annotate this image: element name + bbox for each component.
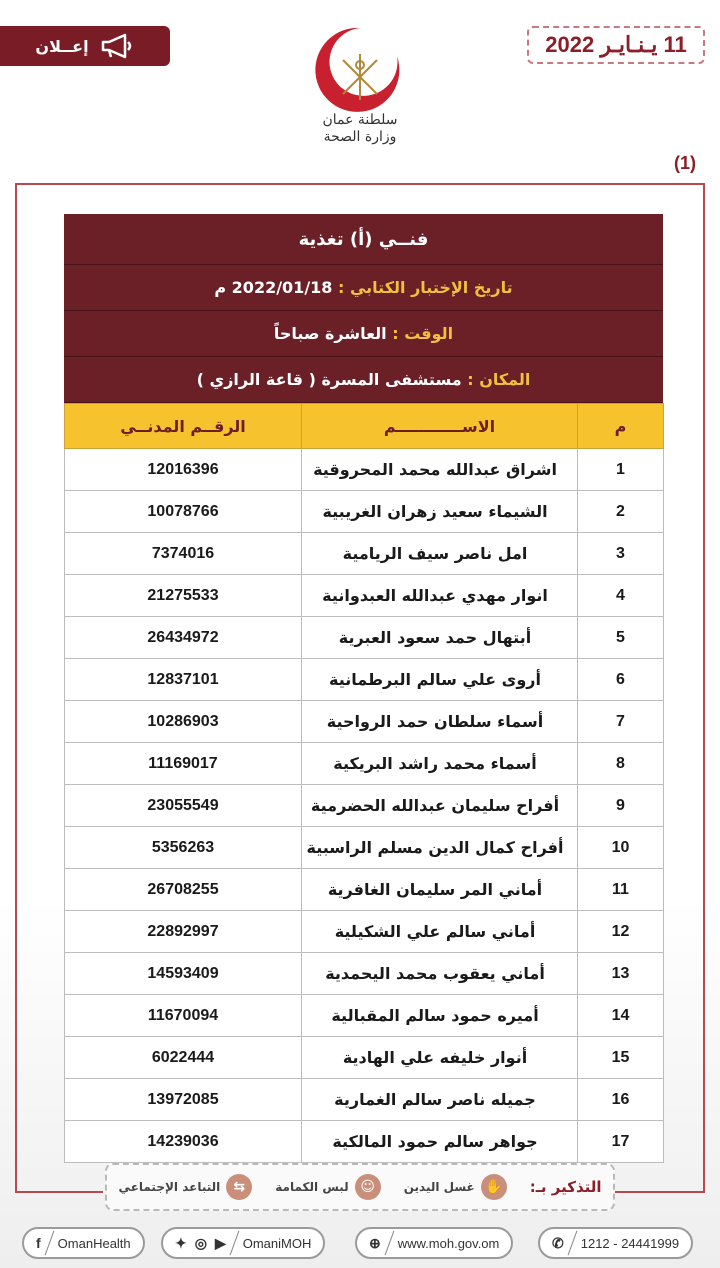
table-row bbox=[65, 533, 664, 575]
announcement-label: إعــلان bbox=[35, 36, 89, 56]
phone-icon: ✆ bbox=[552, 1234, 564, 1251]
row-name: أماني سالم علي الشكيلية bbox=[302, 911, 578, 953]
reminder-item-handwash bbox=[404, 1174, 507, 1200]
exam-place-value: مستشفى المسرة ( قاعة الرازي ) bbox=[196, 370, 462, 389]
pill-separator bbox=[44, 1231, 54, 1256]
table-row bbox=[65, 869, 664, 911]
row-civil-id: 13972085 bbox=[65, 1079, 302, 1121]
row-name: امل ناصر سيف الريامية bbox=[302, 533, 578, 575]
social-handle: OmaniMOH bbox=[242, 1235, 312, 1251]
row-number: 2 bbox=[578, 491, 664, 533]
table-row bbox=[65, 1079, 664, 1121]
announcement-date: 11 يـنـايـر 2022 bbox=[527, 26, 705, 64]
table-header-row bbox=[65, 404, 664, 449]
candidates-table bbox=[64, 403, 664, 1163]
row-civil-id: 26708255 bbox=[65, 869, 302, 911]
row-number: 6 bbox=[578, 659, 664, 701]
table-row bbox=[65, 701, 664, 743]
table-row bbox=[65, 659, 664, 701]
row-number: 8 bbox=[578, 743, 664, 785]
facebook-icon: f bbox=[36, 1235, 41, 1251]
megaphone-icon bbox=[99, 33, 135, 59]
reminder-item-mask bbox=[275, 1174, 380, 1200]
row-name: أروى علي سالم البرطمانية bbox=[302, 659, 578, 701]
row-name: انوار مهدي عبدالله العبدوانية bbox=[302, 575, 578, 617]
reminder-text-distancing: التباعد الإجتماعي bbox=[118, 1180, 221, 1194]
row-civil-id: 6022444 bbox=[65, 1037, 302, 1079]
row-number: 3 bbox=[578, 533, 664, 575]
reminder-bar bbox=[105, 1163, 615, 1211]
exam-date-label: تاريخ الإختبار الكتابي : bbox=[338, 278, 513, 297]
table-row bbox=[65, 491, 664, 533]
row-name: أنوار خليفه علي الهادية bbox=[302, 1037, 578, 1079]
table-row bbox=[65, 1037, 664, 1079]
table-row bbox=[65, 827, 664, 869]
row-civil-id: 14239036 bbox=[65, 1121, 302, 1163]
row-number: 13 bbox=[578, 953, 664, 995]
row-number: 9 bbox=[578, 785, 664, 827]
row-civil-id: 12016396 bbox=[65, 449, 302, 491]
reminder-text-mask: لبس الكمامة bbox=[275, 1180, 349, 1194]
exam-time-value: العاشرة صباحاً bbox=[273, 324, 387, 343]
row-name: أفراح كمال الدين مسلم الراسبية bbox=[302, 827, 578, 869]
row-civil-id: 11670094 bbox=[65, 995, 302, 1037]
row-civil-id: 7374016 bbox=[65, 533, 302, 575]
row-number: 12 bbox=[578, 911, 664, 953]
column-header-name: الاســــــــــــم bbox=[302, 404, 578, 449]
row-name: أميره حمود سالم المقبالية bbox=[302, 995, 578, 1037]
row-civil-id: 26434972 bbox=[65, 617, 302, 659]
exam-sheet bbox=[64, 214, 663, 1163]
row-civil-id: 10078766 bbox=[65, 491, 302, 533]
table-row bbox=[65, 575, 664, 617]
row-number: 15 bbox=[578, 1037, 664, 1079]
row-number: 4 bbox=[578, 575, 664, 617]
row-civil-id: 22892997 bbox=[65, 911, 302, 953]
ministry-name-line2: وزارة الصحة bbox=[323, 129, 397, 145]
instagram-icon: ◎ bbox=[194, 1234, 207, 1251]
facebook-handle: OmanHealth bbox=[57, 1235, 131, 1251]
table-row bbox=[65, 617, 664, 659]
reminder-label: التذكير بـ: bbox=[529, 1178, 602, 1196]
pill-separator bbox=[567, 1231, 577, 1256]
exam-date-value: 2022/01/18 م bbox=[214, 278, 333, 297]
row-name: الشيماء سعيد زهران الغريبية bbox=[302, 491, 578, 533]
table-row bbox=[65, 743, 664, 785]
row-name: أماني يعقوب محمد اليحمدية bbox=[302, 953, 578, 995]
row-name: أسماء سلطان حمد الرواحية bbox=[302, 701, 578, 743]
exam-date-row bbox=[64, 265, 663, 311]
row-name: أماني المر سليمان الغافرية bbox=[302, 869, 578, 911]
row-name: أبتهال حمد سعود العبرية bbox=[302, 617, 578, 659]
table-row bbox=[65, 911, 664, 953]
exam-time-label: الوقت : bbox=[392, 324, 454, 343]
exam-title: فنــي (أ) تغذية bbox=[64, 214, 663, 265]
row-name: اشراق عبدالله محمد المحروقية bbox=[302, 449, 578, 491]
row-number: 11 bbox=[578, 869, 664, 911]
frame-line-bottom-right bbox=[615, 1191, 705, 1193]
phone-pill[interactable] bbox=[538, 1227, 693, 1259]
row-number: 16 bbox=[578, 1079, 664, 1121]
ministry-name-line1: سلطنة عمان bbox=[322, 112, 398, 128]
row-civil-id: 12837101 bbox=[65, 659, 302, 701]
face-mask-icon: ☺ bbox=[355, 1174, 381, 1200]
reminder-text-handwash: غسل اليدين bbox=[403, 1180, 475, 1194]
youtube-icon: ▶ bbox=[214, 1234, 226, 1251]
table-row bbox=[65, 953, 664, 995]
row-number: 17 bbox=[578, 1121, 664, 1163]
column-header-number: م bbox=[578, 404, 664, 449]
table-row bbox=[65, 995, 664, 1037]
ministry-name bbox=[290, 112, 430, 146]
frame-line-right bbox=[703, 183, 705, 1193]
row-number: 1 bbox=[578, 449, 664, 491]
pill-separator bbox=[229, 1231, 239, 1256]
frame-line-top bbox=[15, 183, 705, 185]
row-number: 5 bbox=[578, 617, 664, 659]
facebook-pill[interactable] bbox=[22, 1227, 145, 1259]
pill-separator bbox=[384, 1231, 394, 1256]
frame-line-bottom-left bbox=[15, 1191, 103, 1193]
row-number: 10 bbox=[578, 827, 664, 869]
twitter-icon: ✦ bbox=[175, 1234, 187, 1251]
row-civil-id: 23055549 bbox=[65, 785, 302, 827]
row-civil-id: 21275533 bbox=[65, 575, 302, 617]
exam-place-row bbox=[64, 357, 663, 403]
table-row bbox=[65, 449, 664, 491]
column-header-civil-id: الرقــم المدنــي bbox=[65, 404, 302, 449]
frame-line-left bbox=[15, 183, 17, 1193]
row-civil-id: 10286903 bbox=[65, 701, 302, 743]
row-number: 14 bbox=[578, 995, 664, 1037]
website-pill[interactable] bbox=[355, 1227, 513, 1259]
row-civil-id: 14593409 bbox=[65, 953, 302, 995]
row-civil-id: 5356263 bbox=[65, 827, 302, 869]
row-name: أسماء محمد راشد البريكية bbox=[302, 743, 578, 785]
social-distance-icon: ⇆ bbox=[226, 1174, 252, 1200]
table-row bbox=[65, 785, 664, 827]
reminder-item-distancing bbox=[119, 1174, 253, 1200]
globe-icon: ⊕ bbox=[369, 1234, 381, 1251]
row-name: جواهر سالم حمود المالكية bbox=[302, 1121, 578, 1163]
phone-number: 1212 - 24441999 bbox=[580, 1235, 680, 1251]
exam-time-row bbox=[64, 311, 663, 357]
page-number: (1) bbox=[674, 153, 696, 173]
exam-place-label: المكان : bbox=[467, 370, 531, 389]
website-url: www.moh.gov.om bbox=[397, 1235, 500, 1251]
row-name: جميله ناصر سالم الغمارية bbox=[302, 1079, 578, 1121]
row-number: 7 bbox=[578, 701, 664, 743]
announcement-badge bbox=[0, 26, 170, 66]
hand-wash-icon: ✋ bbox=[481, 1174, 507, 1200]
table-row bbox=[65, 1121, 664, 1163]
social-pill[interactable] bbox=[161, 1227, 325, 1259]
row-name: أفراح سليمان عبدالله الحضرمية bbox=[302, 785, 578, 827]
row-civil-id: 11169017 bbox=[65, 743, 302, 785]
